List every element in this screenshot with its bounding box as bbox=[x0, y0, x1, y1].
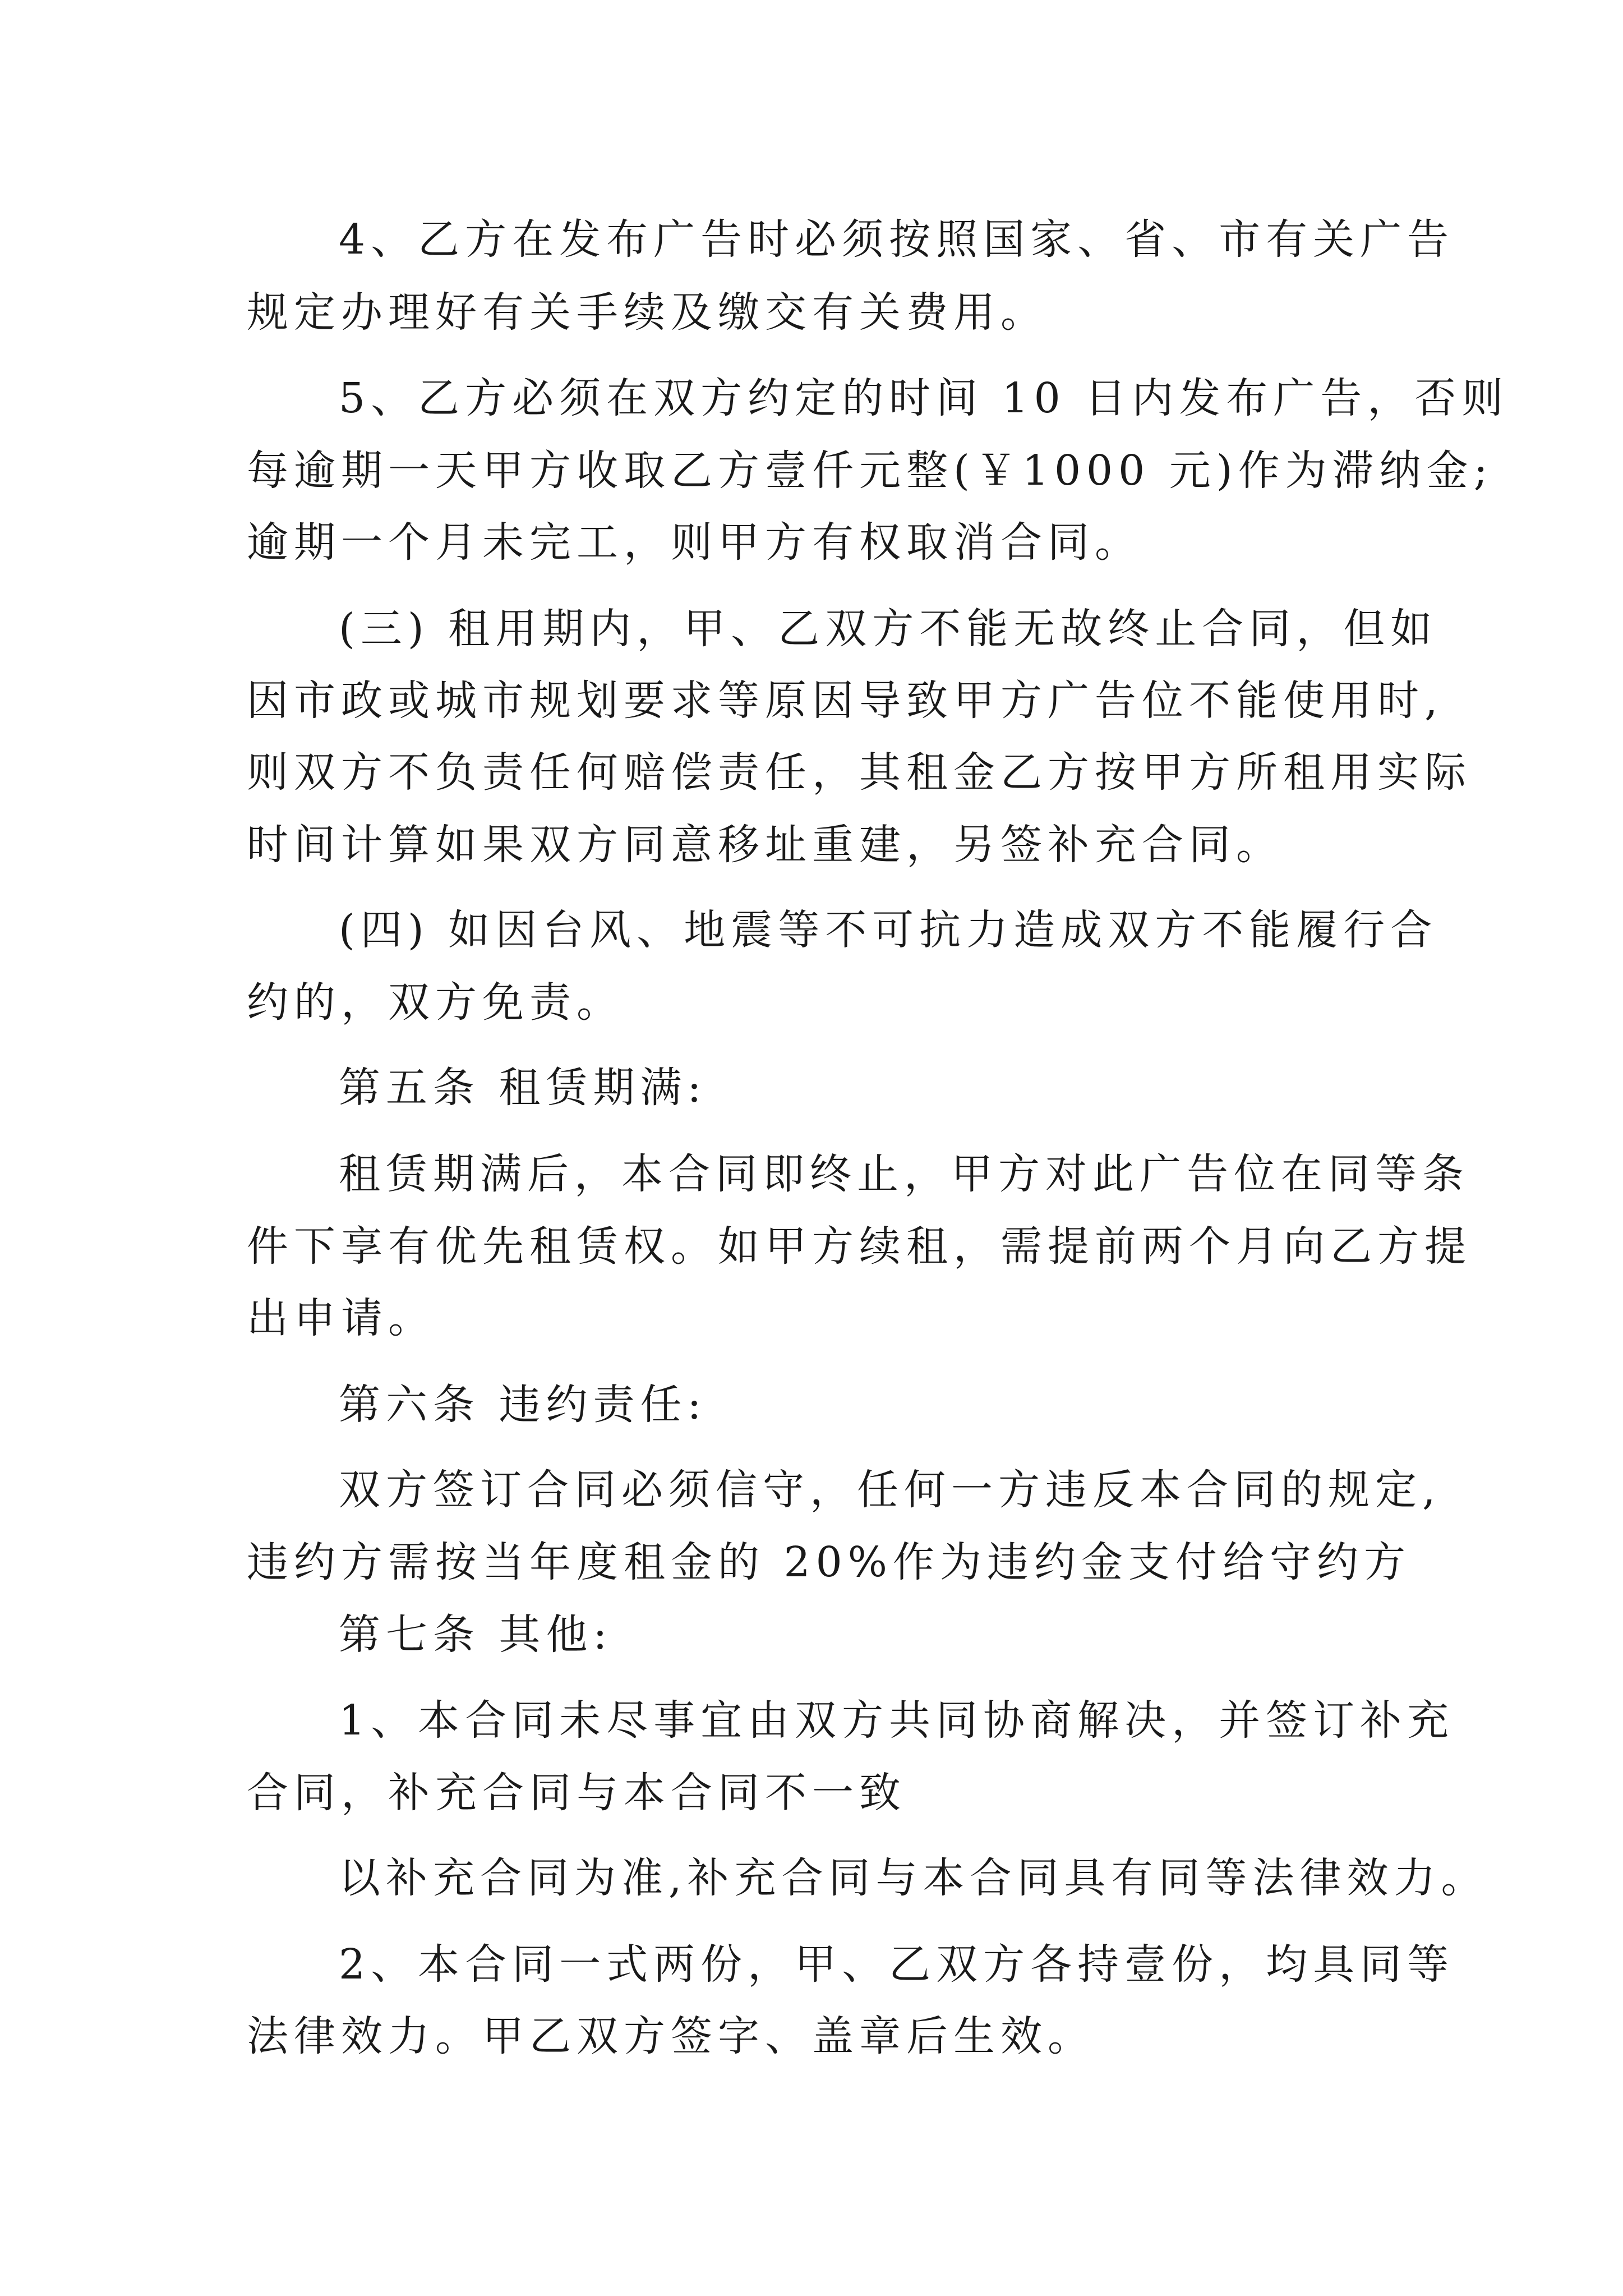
section-3-line-2: 因市政或城市规划要求等原因导致甲方广告位不能使用时, bbox=[247, 677, 1444, 725]
clause-5-line-1: 5、乙方必须在双方约定的时间 10 日内发布广告，否则 bbox=[339, 374, 1509, 422]
article-5-heading: 第五条 租赁期满: bbox=[339, 1064, 707, 1112]
article-5-line-2: 件下享有优先租赁权。如甲方续租，需提前两个月向乙方提 bbox=[247, 1222, 1472, 1271]
article-7-item-1-line-3: 以补充合同为准,补充合同与本合同具有同等法律效力。 bbox=[339, 1854, 1488, 1902]
article-6-line-2: 违约方需按当年度租金的 20%作为违约金支付给守约方 bbox=[247, 1538, 1411, 1586]
article-6-heading: 第六条 违约责任: bbox=[339, 1381, 707, 1429]
article-7-heading: 第七条 其他: bbox=[339, 1611, 613, 1659]
section-4-line-1: (四) 如因台风、地震等不可抗力造成双方不能履行合 bbox=[339, 906, 1438, 954]
article-7-item-2-line-1: 2、本合同一式两份，甲、乙双方各持壹份，均具同等 bbox=[339, 1940, 1455, 1989]
clause-4-line-1: 4、乙方在发布广告时必须按照国家、省、市有关广告 bbox=[339, 215, 1455, 264]
article-5-line-3: 出申请。 bbox=[247, 1294, 435, 1342]
section-3-line-4: 时间计算如果双方同意移址重建，另签补充合同。 bbox=[247, 821, 1283, 869]
article-7-item-1-line-1: 1、本合同未尽事宜由双方共同协商解决，并签订补充 bbox=[339, 1696, 1455, 1745]
article-6-line-1: 双方签订合同必须信守，任何一方违反本合同的规定, bbox=[339, 1466, 1441, 1514]
clause-4-line-2: 规定办理好有关手续及缴交有关费用。 bbox=[247, 288, 1048, 337]
section-4-line-2: 约的，双方免责。 bbox=[247, 978, 624, 1027]
clause-5-line-2: 每逾期一天甲方收取乙方壹仟元整(￥1000 元)作为滞纳金; bbox=[247, 447, 1493, 495]
article-7-item-1-line-2: 合同，补充合同与本合同不一致 bbox=[247, 1769, 906, 1817]
article-7-item-2-line-2: 法律效力。甲乙双方签字、盖章后生效。 bbox=[247, 2012, 1095, 2060]
article-5-line-1: 租赁期满后，本合同即终止，甲方对此广告位在同等条 bbox=[339, 1150, 1469, 1198]
section-3-line-1: (三) 租用期内，甲、乙双方不能无故终止合同，但如 bbox=[339, 605, 1438, 653]
clause-5-line-3: 逾期一个月未完工，则甲方有权取消合同。 bbox=[247, 518, 1142, 567]
section-3-line-3: 则双方不负责任何赔偿责任，其租金乙方按甲方所租用实际 bbox=[247, 748, 1472, 797]
